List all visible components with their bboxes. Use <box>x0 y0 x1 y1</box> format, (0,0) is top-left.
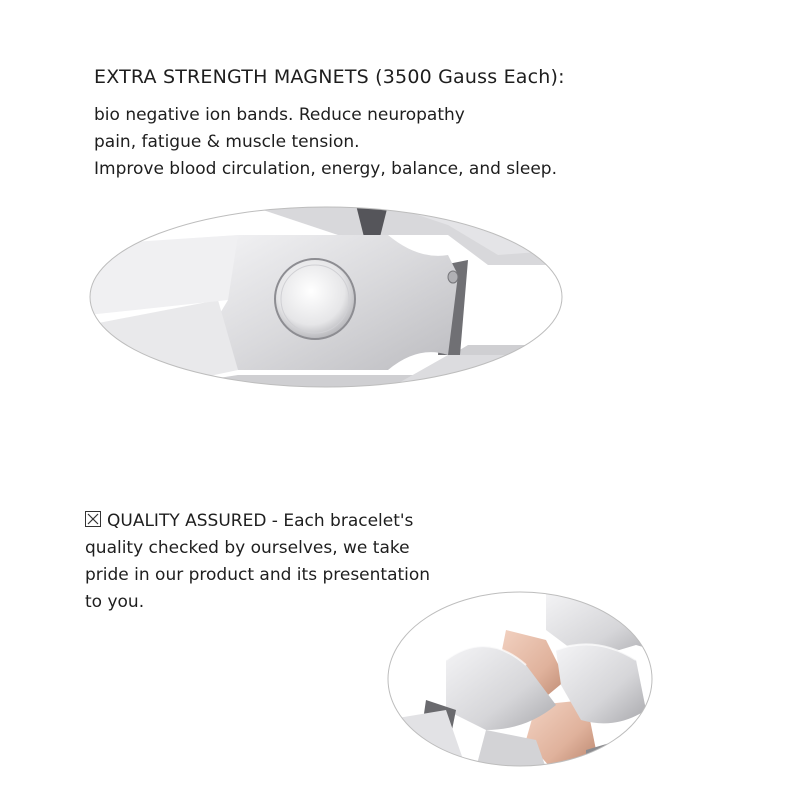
quality-line <box>85 508 430 535</box>
quality-line: pride in our product and its presentation <box>85 565 431 585</box>
quality-section <box>85 508 430 616</box>
description-line: Improve blood circulation, energy, balance, and sleep. <box>94 159 557 179</box>
feature-heading: EXTRA STRENGTH MAGNETS (3500 Gauss Each): <box>94 66 565 88</box>
description-line: pain, fatigue & muscle tension. <box>94 132 360 152</box>
quality-line: quality checked by ourselves, we take <box>85 538 410 558</box>
quality-line: to you. <box>85 592 145 612</box>
quality-text: QUALITY ASSURED - Each bracelet's <box>107 511 414 531</box>
description-line: bio negative ion bands. Reduce neuropathy <box>94 105 465 125</box>
magnet-closeup-image <box>88 205 564 389</box>
bracelet-links-image <box>386 590 654 768</box>
feature-description <box>94 102 557 183</box>
checkbox-icon <box>85 511 101 527</box>
